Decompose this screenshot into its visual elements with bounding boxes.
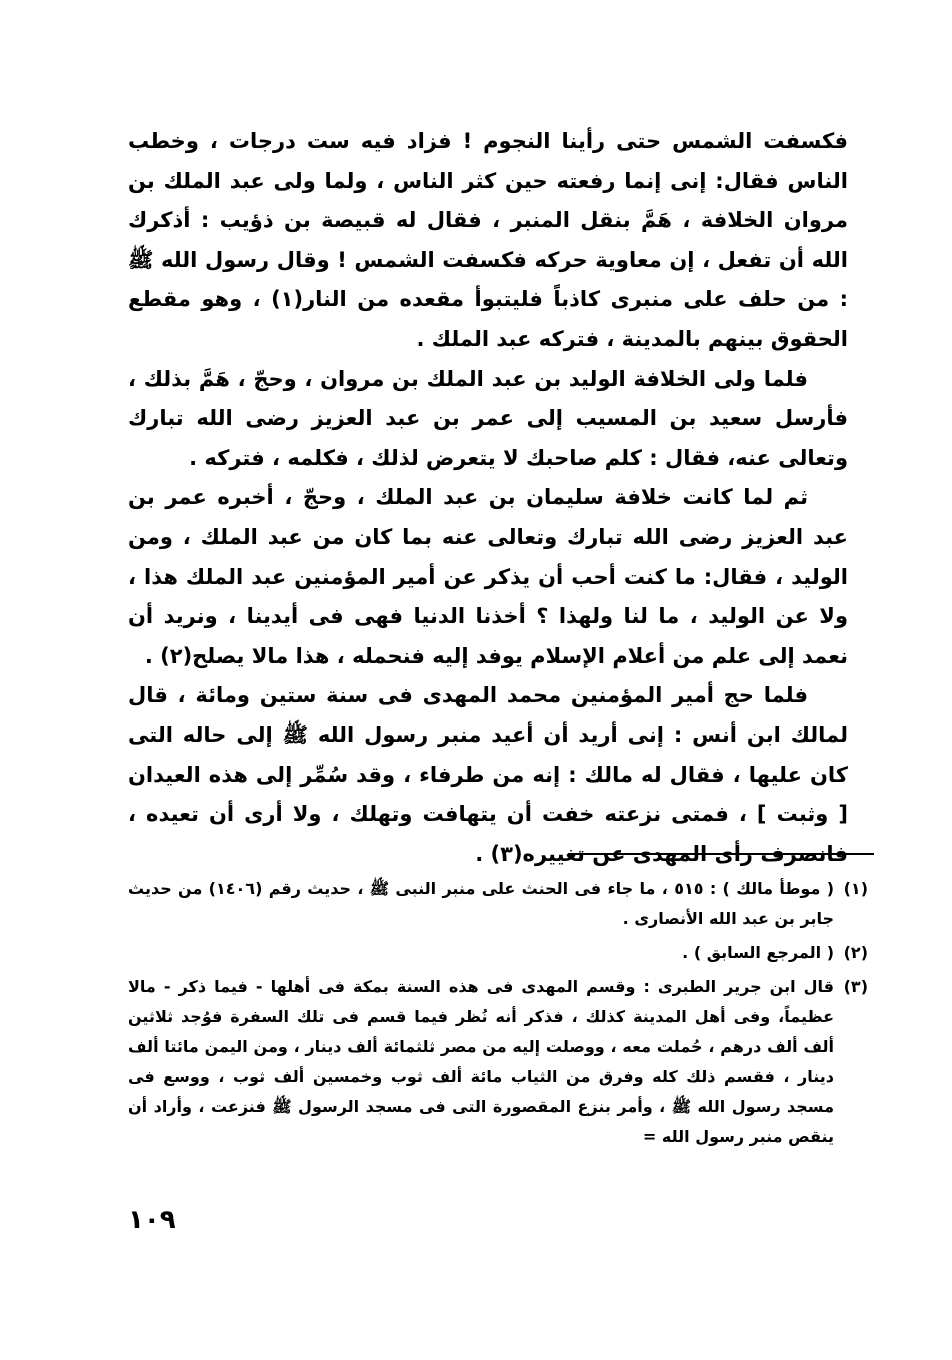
footnote-2 — [128, 938, 868, 968]
footnote-number: (٣) — [843, 977, 868, 996]
footnote-text: ( المرجع السابق ) . — [682, 943, 834, 962]
main-text-block — [128, 122, 848, 874]
footnotes-block — [128, 874, 868, 1156]
body-paragraph-2: فلما ولى الخلافة الوليد بن عبد الملك بن مروان ، وحجّ ، هَمَّ بذلك ، فأرسل سعيد بن المسيب إلى عمر بن عبد العزيز رضى الله تبارك وتعالى عنه، فقال : كلم صاحبك لا يتعرض لذلك ، فكلمه ، فتركه . — [128, 366, 848, 470]
body-paragraph-3: ثم لما كانت خلافة سليمان بن عبد الملك ، وحجّ ، أخبره عمر بن عبد العزيز رضى الله تبارك وتعالى عنه بما كان من عبد الملك ، ومن الوليد ، فقال: ما كنت أحب أن يذكر عن أمير المؤمنين عبد الملك هذا ، ولا عن الوليد ، ما لنا ولهذا ؟ أخذنا الدنيا فهى فى أيدينا ، ونريد أن نعمد إلى علم من أعلام الإسلام يوفد إليه فنحمله ، هذا مالا يصلح(٢) . — [128, 485, 848, 668]
footnote-1 — [128, 874, 868, 934]
footnote-text: ( موطأ مالك ) : ٥١٥ ، ما جاء فى الحنث على منبر النبى ﷺ ، حديث رقم (١٤٠٦) من حديث جابر بن عبد الله الأنصارى . — [128, 879, 835, 928]
footnote-number: (٢) — [843, 943, 868, 962]
body-paragraph-1: فكسفت الشمس حتى رأينا النجوم ! فزاد فيه ست درجات ، وخطب الناس فقال: إنى إنما رفعته حين كثر الناس ، ولما ولى عبد الملك بن مروان الخلافة ، هَمَّ بنقل المنبر ، فقال له قبيصة بن ذؤيب : أذكرك الله أن تفعل ، إن معاوية حركه فكسفت الشمس ! وقال رسول الله ﷺ : من حلف على منبرى كاذباً فليتبوأ مقعده من النار(١) ، وهو مقطع الحقوق بينهم بالمدينة ، فتركه عبد الملك . — [128, 129, 848, 351]
footnote-number: (١) — [843, 879, 868, 898]
footnote-3 — [128, 972, 868, 1152]
footnote-text: قال ابن جرير الطبرى : وقسم المهدى فى هذه السنة بمكة فى أهلها - فيما ذكر - مالا عظيماً، وفى أهل المدينة كذلك ، فذكر أنه نُظر فيما قسم فى تلك السفرة فوُجد ثلاثين ألف ألف درهم ، حُملت معه ، ووصلت إليه من مصر ثلثمائة ألف دينار ، ومن اليمن مائتا ألف دينار ، فقسم ذلك كله وفرق من الثياب مائة ألف ثوب وخمسين ألف ثوب ، ووسع فى مسجد رسول الله ﷺ ، وأمر بنزع المقصورة التى فى مسجد الرسول ﷺ فنزعت ، وأراد أن ينقص منبر رسول الله = — [128, 977, 834, 1146]
body-paragraph-4: فلما حج أمير المؤمنين محمد المهدى فى سنة ستين ومائة ، قال لمالك ابن أنس : إنى أريد أن أعيد منبر رسول الله ﷺ إلى حاله التى كان عليها ، فقال له مالك : إنه من طرفاء ، وقد سُمِّر إلى هذه العيدان [ وثبت ] ، فمتى نزعته خفت أن يتهافت وتهلك ، ولا أرى أن تعيده ، فانصرف رأى المهدى عن تغييره(٣) . — [128, 683, 848, 866]
page-number: ١٠٩ — [128, 1205, 176, 1235]
footnote-divider — [568, 853, 874, 855]
